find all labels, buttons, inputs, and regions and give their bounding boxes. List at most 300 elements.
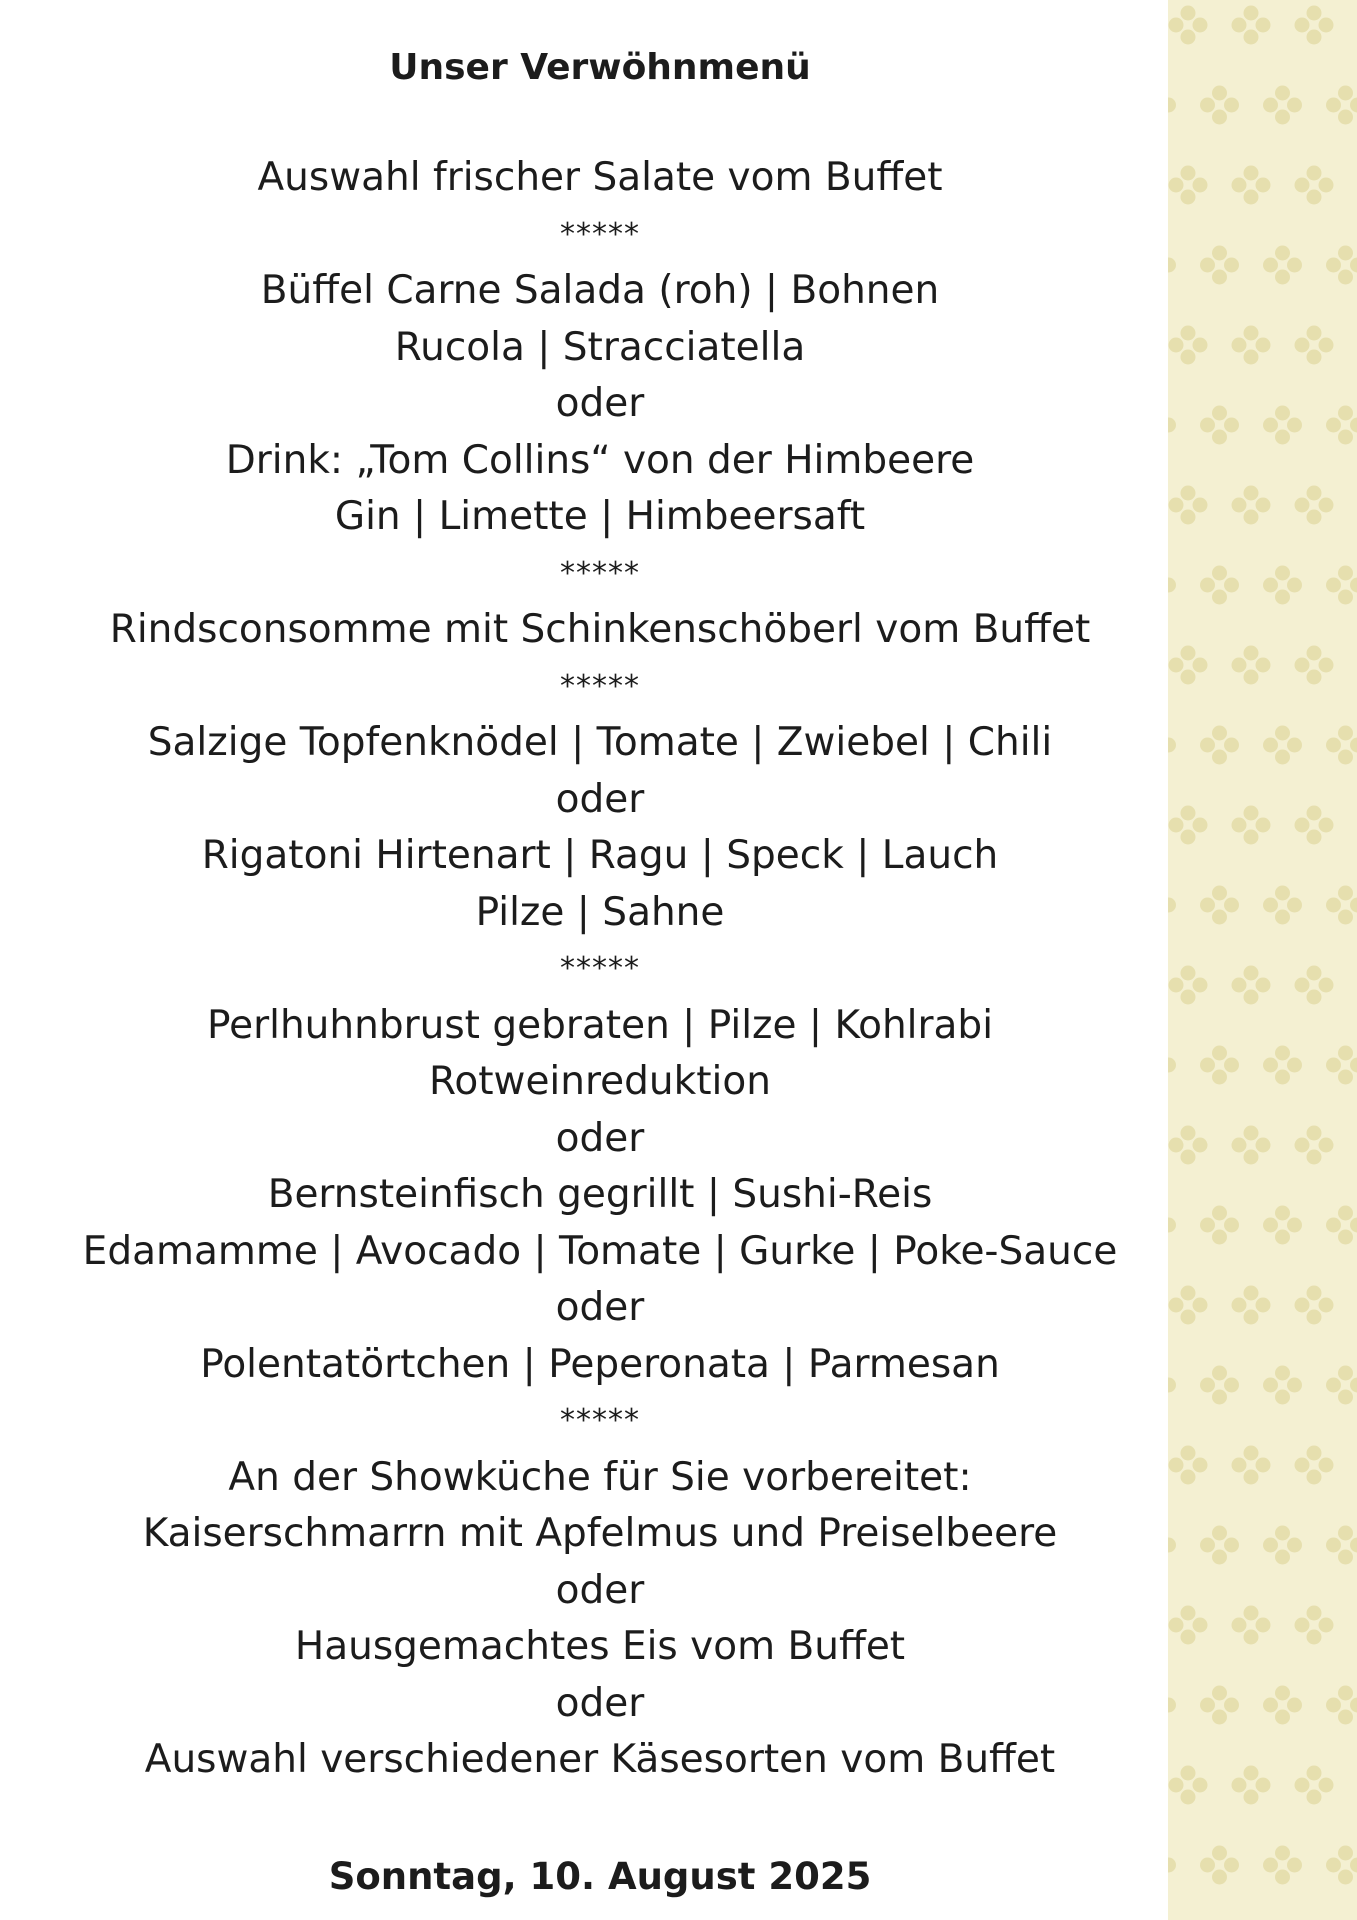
pattern-dot xyxy=(1275,1206,1290,1221)
pattern-dot xyxy=(1244,830,1259,845)
pattern-dot xyxy=(1193,498,1208,513)
menu-line: Rucola | Stracciatella xyxy=(394,324,806,370)
pattern-dot xyxy=(1287,1058,1302,1073)
pattern-dot xyxy=(1244,486,1259,501)
pattern-dot xyxy=(1181,486,1196,501)
pattern-dot xyxy=(1168,1058,1176,1073)
pattern-dot xyxy=(1193,1618,1208,1633)
pattern-dot xyxy=(1338,1710,1353,1725)
pattern-dot xyxy=(1232,18,1247,33)
pattern-dot xyxy=(1256,658,1271,673)
pattern-dot xyxy=(1319,1618,1334,1633)
pattern-dot xyxy=(1350,1858,1357,1873)
pattern-dot xyxy=(1256,1298,1271,1313)
pattern-dot xyxy=(1338,430,1353,445)
pattern-dot xyxy=(1200,1218,1215,1233)
pattern-dot xyxy=(1212,1870,1227,1885)
pattern-dot xyxy=(1193,818,1208,833)
pattern-dot xyxy=(1307,1310,1322,1325)
course-separator: ***** xyxy=(560,555,640,591)
pattern-dot xyxy=(1263,98,1278,113)
pattern-dot xyxy=(1307,6,1322,21)
pattern-dot xyxy=(1212,406,1227,421)
pattern-dot xyxy=(1200,1058,1215,1073)
pattern-dot xyxy=(1232,1138,1247,1153)
pattern-dot xyxy=(1244,1310,1259,1325)
pattern-dot xyxy=(1295,1458,1310,1473)
pattern-dot xyxy=(1326,1538,1341,1553)
pattern-dot xyxy=(1319,18,1334,33)
pattern-dot xyxy=(1287,1538,1302,1553)
pattern-dot xyxy=(1275,270,1290,285)
pattern-dot xyxy=(1287,418,1302,433)
pattern-dot xyxy=(1295,178,1310,193)
pattern-dot xyxy=(1169,18,1184,33)
pattern-dot xyxy=(1275,110,1290,125)
pattern-dot xyxy=(1275,406,1290,421)
pattern-dot xyxy=(1307,646,1322,661)
pattern-dot xyxy=(1275,1710,1290,1725)
course-separator: ***** xyxy=(560,951,640,986)
pattern-dot xyxy=(1212,1206,1227,1221)
pattern-dot xyxy=(1181,190,1196,205)
pattern-dot xyxy=(1181,670,1196,685)
pattern-dot xyxy=(1307,1790,1322,1805)
pattern-dot xyxy=(1212,1710,1227,1725)
pattern-dot xyxy=(1181,1286,1196,1301)
pattern-dot xyxy=(1263,738,1278,753)
pattern-dot xyxy=(1212,1686,1227,1701)
pattern-dot xyxy=(1338,910,1353,925)
pattern-dot xyxy=(1275,86,1290,101)
pattern-dot xyxy=(1200,738,1215,753)
pattern-dot xyxy=(1307,1286,1322,1301)
pattern-dot xyxy=(1338,1366,1353,1381)
menu-line: Salzige Topfenknödel | Tomate | Zwiebel | Chili xyxy=(147,720,1053,765)
pattern-dot xyxy=(1181,1446,1196,1461)
pattern-dot xyxy=(1244,1126,1259,1141)
pattern-dot xyxy=(1338,1526,1353,1541)
pattern-dot xyxy=(1244,6,1259,21)
pattern-dot xyxy=(1338,886,1353,901)
pattern-dot xyxy=(1338,1550,1353,1565)
pattern-dot xyxy=(1307,510,1322,525)
pattern-dot xyxy=(1181,1606,1196,1621)
pattern-dot xyxy=(1244,1150,1259,1165)
pattern-dot xyxy=(1338,246,1353,261)
pattern-dot xyxy=(1338,110,1353,125)
pattern-dot xyxy=(1307,1150,1322,1165)
pattern-dot xyxy=(1263,1378,1278,1393)
pattern-dot xyxy=(1256,1458,1271,1473)
pattern-dot xyxy=(1232,978,1247,993)
pattern-dot xyxy=(1263,1858,1278,1873)
decorative-pattern-strip xyxy=(1168,0,1357,1920)
pattern-dot xyxy=(1319,658,1334,673)
pattern-dot xyxy=(1169,978,1184,993)
pattern-dot xyxy=(1295,498,1310,513)
pattern-dot xyxy=(1169,1458,1184,1473)
menu-line-oder: oder xyxy=(555,776,645,822)
pattern-dot xyxy=(1168,1698,1176,1713)
pattern-dot xyxy=(1275,1846,1290,1861)
pattern-dot xyxy=(1169,1298,1184,1313)
pattern-dot xyxy=(1256,1778,1271,1793)
pattern-dot xyxy=(1181,1766,1196,1781)
pattern-dot xyxy=(1168,1858,1176,1873)
pattern-dot xyxy=(1244,1790,1259,1805)
pattern-dot xyxy=(1224,738,1239,753)
menu-line: Perlhuhnbrust gebraten | Pilze | Kohlrabi xyxy=(206,1002,994,1048)
pattern-dot xyxy=(1212,270,1227,285)
pattern-dot xyxy=(1212,1366,1227,1381)
pattern-dot xyxy=(1168,258,1176,273)
pattern-dot xyxy=(1169,178,1184,193)
pattern-dot xyxy=(1263,1538,1278,1553)
pattern-dot xyxy=(1200,1858,1215,1873)
pattern-dot xyxy=(1181,966,1196,981)
pattern-dot xyxy=(1224,258,1239,273)
menu-line-oder: oder xyxy=(555,1115,645,1161)
pattern-dot xyxy=(1193,1778,1208,1793)
pattern-dot xyxy=(1275,726,1290,741)
pattern-dot xyxy=(1193,978,1208,993)
pattern-dot xyxy=(1168,738,1176,753)
course-separator: ***** xyxy=(560,1403,640,1438)
pattern-dot xyxy=(1212,910,1227,925)
pattern-dot xyxy=(1224,1858,1239,1873)
pattern-dot xyxy=(1256,978,1271,993)
pattern-dot xyxy=(1244,190,1259,205)
pattern-dot xyxy=(1244,1766,1259,1781)
pattern-dot xyxy=(1287,1698,1302,1713)
pattern-dot xyxy=(1350,98,1357,113)
pattern-dot xyxy=(1169,338,1184,353)
pattern-dot xyxy=(1256,1618,1271,1633)
pattern-dot xyxy=(1244,1470,1259,1485)
pattern-dot xyxy=(1224,1058,1239,1073)
pattern-dot xyxy=(1193,1138,1208,1153)
pattern-dot xyxy=(1307,1470,1322,1485)
pattern-dot xyxy=(1326,898,1341,913)
pattern-dot xyxy=(1244,1606,1259,1621)
pattern-dot xyxy=(1338,406,1353,421)
pattern-dot xyxy=(1275,1366,1290,1381)
menu-line-oder: oder xyxy=(555,1285,645,1330)
pattern-dot xyxy=(1307,30,1322,45)
pattern-dot xyxy=(1168,1378,1176,1393)
pattern-dot xyxy=(1275,1550,1290,1565)
pattern-dot xyxy=(1287,1378,1302,1393)
pattern-dot xyxy=(1232,1298,1247,1313)
menu-line: Auswahl verschiedener Käsesorten vom Buffet xyxy=(144,1737,1056,1782)
pattern-dot xyxy=(1244,990,1259,1005)
menu-line: Drink: „Tom Collins“ von der Himbeere xyxy=(225,437,975,483)
pattern-dot xyxy=(1181,1470,1196,1485)
pattern-dot xyxy=(1200,418,1215,433)
pattern-dot xyxy=(1212,726,1227,741)
pattern-dot xyxy=(1200,578,1215,593)
pattern-dot xyxy=(1350,738,1357,753)
pattern-dot xyxy=(1263,1698,1278,1713)
pattern-dot xyxy=(1181,830,1196,845)
pattern-dot xyxy=(1224,898,1239,913)
pattern-dot xyxy=(1275,886,1290,901)
pattern-dot xyxy=(1275,1070,1290,1085)
pattern-dot xyxy=(1244,1286,1259,1301)
pattern-dot xyxy=(1200,258,1215,273)
pattern-dot xyxy=(1244,510,1259,525)
pattern-dot xyxy=(1181,1150,1196,1165)
pattern-dot xyxy=(1319,818,1334,833)
pattern-dot xyxy=(1350,258,1357,273)
pattern-dot xyxy=(1319,338,1334,353)
pattern-dot xyxy=(1338,1046,1353,1061)
pattern-dot xyxy=(1244,1630,1259,1645)
pattern-dot xyxy=(1244,30,1259,45)
pattern-dot xyxy=(1212,86,1227,101)
pattern-dot xyxy=(1307,1126,1322,1141)
pattern-dot xyxy=(1193,338,1208,353)
pattern-dot xyxy=(1193,1298,1208,1313)
pattern-dot xyxy=(1212,1846,1227,1861)
pattern-dot xyxy=(1168,898,1176,913)
pattern-dot xyxy=(1295,338,1310,353)
pattern-dot xyxy=(1295,658,1310,673)
pattern-dot xyxy=(1181,350,1196,365)
pattern-dot xyxy=(1224,1538,1239,1553)
pattern-dot xyxy=(1244,326,1259,341)
pattern-dot xyxy=(1338,1686,1353,1701)
pattern-dot xyxy=(1212,750,1227,765)
menu-line: An der Showküche für Sie vorbereitet: xyxy=(228,1454,972,1500)
pattern-dot xyxy=(1212,1046,1227,1061)
menu-line-oder: oder xyxy=(555,1567,645,1613)
pattern-dot xyxy=(1307,1606,1322,1621)
pattern-dot xyxy=(1181,510,1196,525)
pattern-dot xyxy=(1232,1618,1247,1633)
pattern-dot xyxy=(1169,1138,1184,1153)
pattern-dot xyxy=(1232,658,1247,673)
pattern-dot xyxy=(1307,830,1322,845)
pattern-dot xyxy=(1350,418,1357,433)
pattern-dot xyxy=(1307,166,1322,181)
pattern-dot xyxy=(1181,806,1196,821)
pattern-dot xyxy=(1275,1046,1290,1061)
pattern-dot xyxy=(1287,738,1302,753)
pattern-dot xyxy=(1256,18,1271,33)
pattern-dot xyxy=(1212,1230,1227,1245)
pattern-dot xyxy=(1232,1778,1247,1793)
pattern-dot xyxy=(1287,578,1302,593)
pattern-dot xyxy=(1263,418,1278,433)
pattern-dot xyxy=(1275,1230,1290,1245)
pattern-dot xyxy=(1224,578,1239,593)
pattern-dot xyxy=(1326,418,1341,433)
menu-line-oder: oder xyxy=(555,1680,645,1726)
pattern-dot xyxy=(1212,886,1227,901)
pattern-dot xyxy=(1307,990,1322,1005)
pattern-dot xyxy=(1295,1298,1310,1313)
pattern-dot xyxy=(1350,1378,1357,1393)
pattern-dot xyxy=(1169,498,1184,513)
pattern-dot xyxy=(1212,590,1227,605)
pattern-dot xyxy=(1338,270,1353,285)
pattern-dot xyxy=(1295,18,1310,33)
pattern-dot xyxy=(1244,646,1259,661)
pattern-dot xyxy=(1326,1218,1341,1233)
pattern-dot xyxy=(1168,98,1176,113)
pattern-dot xyxy=(1275,566,1290,581)
pattern-dot xyxy=(1193,18,1208,33)
pattern-dot xyxy=(1181,1630,1196,1645)
pattern-dot xyxy=(1212,110,1227,125)
menu-title: Unser Verwöhnmenü xyxy=(389,47,811,88)
pattern-dot xyxy=(1212,1526,1227,1541)
menu-line: Kaiserschmarrn mit Apfelmus und Preiselbeere xyxy=(142,1511,1058,1556)
pattern-dot xyxy=(1338,1206,1353,1221)
pattern-dot xyxy=(1263,578,1278,593)
pattern-dot xyxy=(1181,1310,1196,1325)
pattern-dot xyxy=(1338,1870,1353,1885)
course-separator: ***** xyxy=(560,216,640,252)
pattern-dot xyxy=(1232,1458,1247,1473)
pattern-dot xyxy=(1168,578,1176,593)
pattern-dot xyxy=(1275,750,1290,765)
pattern-dot xyxy=(1326,98,1341,113)
pattern-dot xyxy=(1319,978,1334,993)
pattern-dot xyxy=(1200,1538,1215,1553)
pattern-dot xyxy=(1169,1778,1184,1793)
course-separator: ***** xyxy=(560,668,640,704)
pattern-dot xyxy=(1275,1526,1290,1541)
pattern-dot xyxy=(1307,486,1322,501)
pattern-dot xyxy=(1212,566,1227,581)
pattern-dot xyxy=(1350,1058,1357,1073)
pattern-dot xyxy=(1256,818,1271,833)
pattern-dot xyxy=(1307,806,1322,821)
pattern-dot xyxy=(1350,578,1357,593)
pattern-dot xyxy=(1169,658,1184,673)
pattern-dot xyxy=(1263,1058,1278,1073)
pattern-dot xyxy=(1287,98,1302,113)
menu-line: Edamamme | Avocado | Tomate | Gurke | Poke-Sauce xyxy=(82,1228,1118,1274)
pattern-dot xyxy=(1319,1778,1334,1793)
pattern-dot xyxy=(1350,898,1357,913)
pattern-dot xyxy=(1200,1378,1215,1393)
pattern-dot xyxy=(1326,1858,1341,1873)
pattern-dot xyxy=(1319,178,1334,193)
pattern-dot xyxy=(1326,258,1341,273)
pattern-dot xyxy=(1319,498,1334,513)
pattern-dot xyxy=(1275,1686,1290,1701)
menu-date: Sonntag, 10. August 2025 xyxy=(328,1855,872,1898)
pattern-dot xyxy=(1193,178,1208,193)
pattern-dot xyxy=(1338,1230,1353,1245)
pattern-dot xyxy=(1326,578,1341,593)
menu-line: Gin | Limette | Himbeersaft xyxy=(334,494,866,539)
pattern-dot xyxy=(1244,806,1259,821)
pattern-dot xyxy=(1287,1858,1302,1873)
pattern-dot xyxy=(1307,190,1322,205)
pattern-dot xyxy=(1181,326,1196,341)
pattern-dot xyxy=(1307,966,1322,981)
pattern-dot xyxy=(1307,670,1322,685)
pattern-dot xyxy=(1200,898,1215,913)
pattern-dot xyxy=(1244,166,1259,181)
pattern-dot xyxy=(1319,1458,1334,1473)
menu-line: Hausgemachtes Eis vom Buffet xyxy=(294,1624,906,1669)
menu-course-list xyxy=(0,150,1200,1789)
pattern-dot xyxy=(1326,1058,1341,1073)
menu-line: Büffel Carne Salada (roh) | Bohnen xyxy=(260,268,940,313)
pattern-dot xyxy=(1307,350,1322,365)
pattern-dot xyxy=(1295,1618,1310,1633)
pattern-dot xyxy=(1224,1218,1239,1233)
pattern-dot xyxy=(1169,818,1184,833)
pattern-dot xyxy=(1275,246,1290,261)
pattern-dot xyxy=(1263,898,1278,913)
pattern-dot xyxy=(1350,1538,1357,1553)
pattern-dot xyxy=(1338,1070,1353,1085)
pattern-dot xyxy=(1200,98,1215,113)
pattern-dot xyxy=(1232,338,1247,353)
pattern-dot xyxy=(1181,6,1196,21)
pattern-dot xyxy=(1181,30,1196,45)
pattern-dot xyxy=(1307,1766,1322,1781)
pattern-dot xyxy=(1232,498,1247,513)
pattern-dot xyxy=(1275,910,1290,925)
flower-dot-pattern xyxy=(1168,0,1357,1920)
pattern-dot xyxy=(1244,966,1259,981)
pattern-dot xyxy=(1212,1550,1227,1565)
pattern-dot xyxy=(1256,338,1271,353)
menu-line: Rindsconsomme mit Schinkenschöberl vom Buffet xyxy=(109,607,1091,652)
pattern-dot xyxy=(1224,1698,1239,1713)
menu-line: Rigatoni Hirtenart | Ragu | Speck | Lauch xyxy=(201,833,999,878)
pattern-dot xyxy=(1224,98,1239,113)
pattern-dot xyxy=(1263,258,1278,273)
pattern-dot xyxy=(1244,670,1259,685)
pattern-dot xyxy=(1295,1138,1310,1153)
pattern-dot xyxy=(1338,1390,1353,1405)
pattern-dot xyxy=(1275,430,1290,445)
pattern-dot xyxy=(1232,818,1247,833)
pattern-dot xyxy=(1181,990,1196,1005)
pattern-dot xyxy=(1338,750,1353,765)
pattern-dot xyxy=(1244,1446,1259,1461)
pattern-dot xyxy=(1168,418,1176,433)
pattern-dot xyxy=(1275,1390,1290,1405)
pattern-dot xyxy=(1295,818,1310,833)
pattern-dot xyxy=(1181,646,1196,661)
pattern-dot xyxy=(1295,1778,1310,1793)
menu-line: Auswahl frischer Salate vom Buffet xyxy=(257,155,943,200)
pattern-dot xyxy=(1244,350,1259,365)
pattern-dot xyxy=(1326,1698,1341,1713)
menu-line: Polentatörtchen | Peperonata | Parmesan xyxy=(200,1341,1000,1387)
pattern-dot xyxy=(1169,1618,1184,1633)
menu-line: Rotweinreduktion xyxy=(429,1059,771,1104)
pattern-dot xyxy=(1287,1218,1302,1233)
pattern-dot xyxy=(1326,1378,1341,1393)
pattern-dot xyxy=(1338,1846,1353,1861)
pattern-dot xyxy=(1193,658,1208,673)
pattern-dot xyxy=(1287,898,1302,913)
pattern-dot xyxy=(1256,498,1271,513)
pattern-dot xyxy=(1232,178,1247,193)
pattern-dot xyxy=(1326,738,1341,753)
